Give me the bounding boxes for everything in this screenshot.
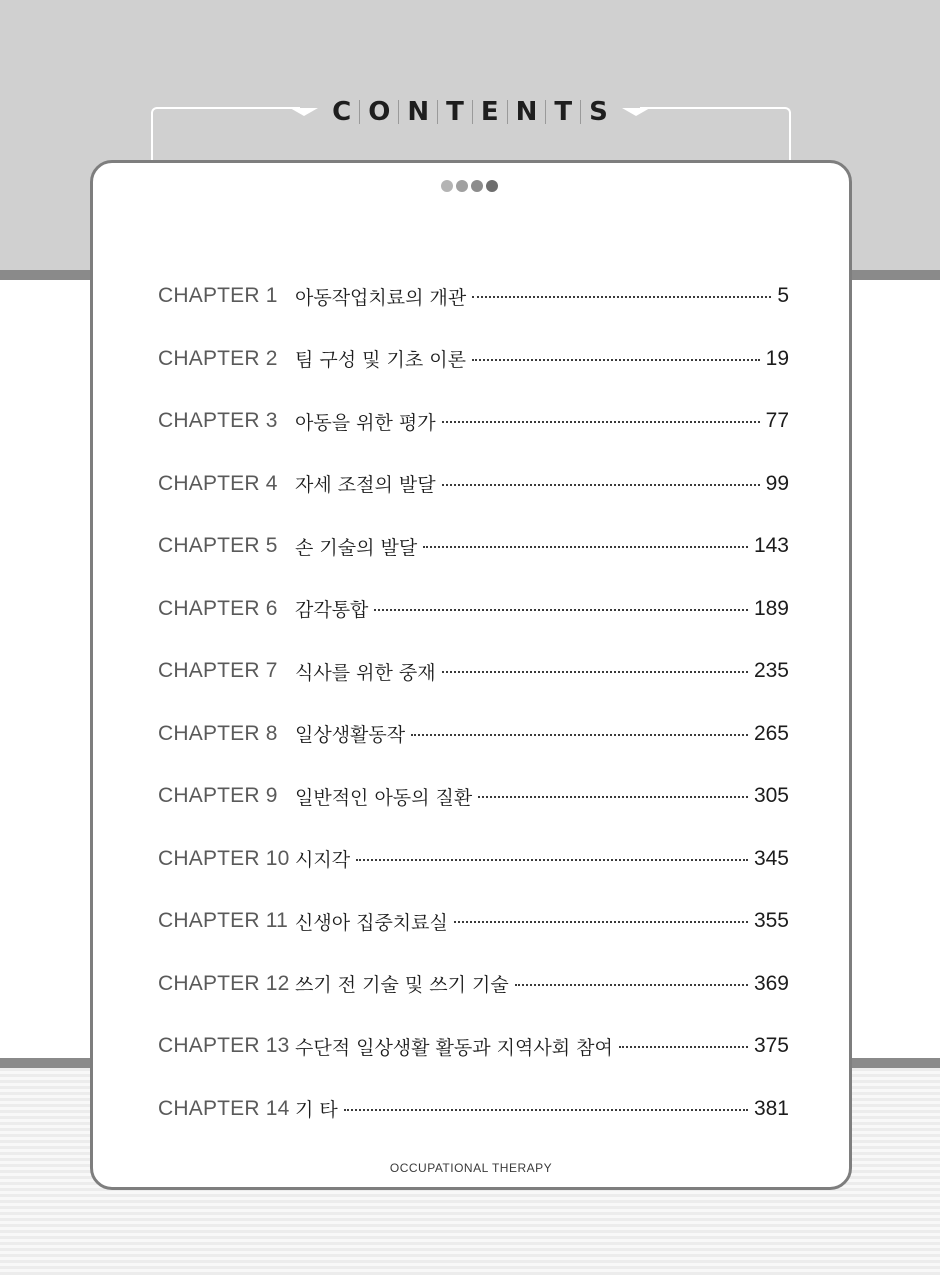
toc-page-number: 143 <box>753 534 789 558</box>
toc-row <box>158 1078 789 1141</box>
toc-title: 수단적 일상생활 활동과 지역사회 참여 <box>295 1036 613 1059</box>
toc-page-number: 235 <box>753 659 789 683</box>
contents-title <box>324 97 616 127</box>
toc-leader-dots <box>374 609 748 611</box>
toc-page-number: 265 <box>753 721 789 745</box>
toc-leader-dots <box>423 546 748 548</box>
toc-chapter-label: CHAPTER 8 <box>158 721 278 745</box>
toc-leader-dots <box>472 296 771 298</box>
toc-chapter-label: CHAPTER 12 <box>158 971 290 995</box>
toc-row <box>158 703 789 766</box>
toc-row <box>158 390 789 453</box>
triangle-right-icon <box>622 108 650 116</box>
toc-chapter-label: CHAPTER 11 <box>158 909 288 933</box>
toc-row <box>158 515 789 578</box>
toc-leader-dots <box>478 796 748 798</box>
dot-icon <box>471 180 483 192</box>
toc-chapter-label: CHAPTER 13 <box>158 1034 290 1058</box>
toc-title: 아동작업치료의 개관 <box>295 286 467 309</box>
toc-leader-dots <box>515 984 748 986</box>
toc-page-number: 189 <box>753 596 789 620</box>
toc-chapter-label: CHAPTER 9 <box>158 784 278 808</box>
toc-row <box>158 640 789 703</box>
toc-page-number: 19 <box>765 346 789 370</box>
toc-title: 기 타 <box>295 1099 338 1122</box>
toc-leader-dots <box>411 734 748 736</box>
toc-chapter-label: CHAPTER 14 <box>158 1096 290 1120</box>
toc-row <box>158 765 789 828</box>
toc-leader-dots <box>442 421 760 423</box>
toc-page-number: 5 <box>777 284 789 308</box>
contents-card <box>90 160 852 1190</box>
toc-row <box>158 828 789 891</box>
decorative-dots <box>441 180 498 192</box>
toc-leader-dots <box>344 1109 748 1111</box>
title-letter: T <box>554 97 573 127</box>
toc-row <box>158 453 789 516</box>
toc-title: 일상생활동작 <box>295 724 406 747</box>
toc-page-number: 381 <box>753 1096 789 1120</box>
title-letter: E <box>480 97 499 127</box>
toc-page-number: 345 <box>753 846 789 870</box>
toc-row <box>158 953 789 1016</box>
toc-title: 아동을 위한 평가 <box>295 411 436 434</box>
toc-title: 일반적인 아동의 질환 <box>295 786 473 809</box>
toc-chapter-label: CHAPTER 3 <box>158 409 278 433</box>
toc-title: 식사를 위한 중재 <box>295 661 436 684</box>
title-letter: T <box>446 97 464 127</box>
toc-page-number: 99 <box>765 471 789 495</box>
toc-chapter-label: CHAPTER 10 <box>158 846 290 870</box>
dot-icon <box>456 180 468 192</box>
title-letter: S <box>589 97 608 127</box>
title-letter: C <box>332 97 352 127</box>
toc-leader-dots <box>356 859 748 861</box>
table-of-contents <box>158 265 789 1140</box>
toc-title: 자세 조절의 발달 <box>295 474 436 497</box>
dot-icon <box>486 180 498 192</box>
toc-leader-dots <box>442 484 760 486</box>
toc-page-number: 369 <box>753 971 789 995</box>
toc-title: 신생아 집중치료실 <box>295 911 448 934</box>
toc-chapter-label: CHAPTER 2 <box>158 346 278 370</box>
toc-page-number: 375 <box>753 1034 789 1058</box>
toc-leader-dots <box>619 1046 748 1048</box>
toc-chapter-label: CHAPTER 5 <box>158 534 278 558</box>
toc-title: 시지각 <box>295 849 351 872</box>
toc-title: 감각통합 <box>295 599 369 622</box>
toc-chapter-label: CHAPTER 1 <box>158 284 278 308</box>
toc-page-number: 305 <box>753 784 789 808</box>
toc-title: 팀 구성 및 기초 이론 <box>295 349 466 372</box>
toc-page-number: 77 <box>765 409 789 433</box>
contents-header <box>300 92 640 132</box>
title-letter: N <box>515 97 538 127</box>
toc-leader-dots <box>454 921 748 923</box>
triangle-left-icon <box>290 108 318 116</box>
toc-chapter-label: CHAPTER 7 <box>158 659 278 683</box>
footer-text: OCCUPATIONAL THERAPY <box>389 1161 553 1175</box>
title-letter: N <box>407 97 430 127</box>
toc-leader-dots <box>442 671 748 673</box>
toc-chapter-label: CHAPTER 4 <box>158 471 278 495</box>
toc-row <box>158 328 789 391</box>
title-letter: O <box>368 97 391 127</box>
toc-row <box>158 578 789 641</box>
toc-row <box>158 890 789 953</box>
toc-chapter-label: CHAPTER 6 <box>158 596 278 620</box>
toc-row <box>158 265 789 328</box>
toc-title: 쓰기 전 기술 및 쓰기 기술 <box>295 974 509 997</box>
dot-icon <box>441 180 453 192</box>
toc-leader-dots <box>472 359 760 361</box>
toc-title: 손 기술의 발달 <box>295 536 418 559</box>
toc-page-number: 355 <box>753 909 789 933</box>
toc-row <box>158 1015 789 1078</box>
